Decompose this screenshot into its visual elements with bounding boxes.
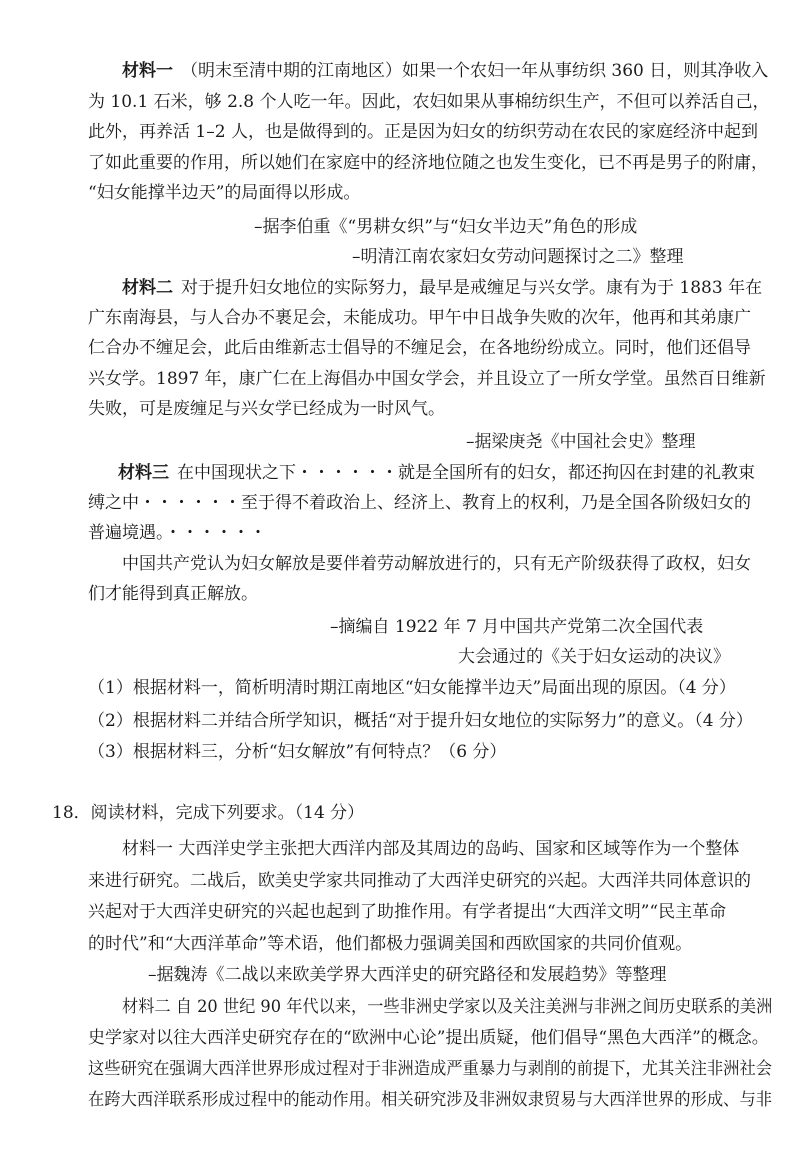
material-three-source: 大会通过的《关于妇女运动的决议》: [458, 647, 730, 667]
material-three-text: 们才能得到真正解放。: [88, 584, 258, 604]
question-item: （1）根据材料一，简析明清时期江南地区“妇女能撑半边天”局面出现的原因。（4 分）: [88, 678, 736, 698]
material-one-text: 此外，再养活 1–2 人，也是做得到的。正是因为妇女的纺织劳动在农民的家庭经济中起到: [88, 122, 758, 142]
material-two-text: 对于提升妇女地位的实际努力，最早是戒缠足与兴女学。康有为于 1883 年在: [181, 278, 763, 298]
q18-material-one-text: 兴起对于大西洋史研究的兴起也起到了助推作用。有学者提出“大西洋文明”“民主革命: [88, 902, 727, 922]
q18-material-two-text: 材料二 自 20 世纪 90 年代以来，一些非洲史学家以及关注美洲与非洲之间历史联系的美洲: [122, 997, 773, 1017]
material-three-text: 缚之中・・・・・・至于得不着政治上、经济上、教育上的权利，乃是全国各阶级妇女的: [88, 493, 751, 513]
material-two-text: 兴女学。1897 年，康广仁在上海倡办中国女学会，并且设立了一所女学堂。虽然百日维新: [88, 369, 766, 389]
q18-material-two-text: 史学家对以往大西洋史研究存在的“欧洲中心论”提出质疑，他们倡导“黑色大西洋”的概念。: [88, 1028, 769, 1048]
material-one-text: 了如此重要的作用，所以她们在家庭中的经济地位随之也发生变化，已不再是男子的附庸，: [88, 153, 768, 173]
material-one-source: –据李伯重《“男耕女织”与“妇女半边天”角色的形成: [254, 217, 638, 237]
material-two-source: –据梁庚尧《中国社会史》整理: [466, 432, 696, 452]
q18-material-two-text: 在跨大西洋联系形成过程中的能动作用。相关研究涉及非洲奴隶贸易与大西洋世界的形成、与非: [88, 1090, 773, 1110]
material-two-first-line: [122, 276, 762, 300]
question-item: （2）根据材料二并结合所学知识，概括“对于提升妇女地位的实际努力”的意义。（4 分）: [88, 711, 753, 731]
material-three-source: –摘编自 1922 年 7 月中国共产党第二次全国代表: [330, 617, 704, 637]
q18-material-one-text: 材料一 大西洋史学主张把大西洋内部及其周边的岛屿、国家和区域等作为一个整体: [122, 839, 740, 859]
material-three-first-line: [118, 461, 755, 485]
material-two-text: 仁合办不缠足会，此后由维新志士倡导的不缠足会，在各地纷纷成立。同时，他们还倡导: [88, 338, 751, 358]
material-one-text: （明末至清中期的江南地区）如果一个农妇一年从事纺织 360 日，则其净收入: [181, 61, 769, 81]
material-one-text: 为 10.1 石米，够 2.8 个人吃一年。因此，农妇如果从事棉纺织生产，不但可以养活自己，: [88, 92, 770, 112]
q18-material-one-source: –据魏涛《二战以来欧美学界大西洋史的研究路径和发展趋势》等整理: [148, 965, 667, 985]
question-18-title: 18．阅读材料，完成下列要求。（14 分）: [52, 803, 365, 823]
material-three-text: 中国共产党认为妇女解放是要伴着劳动解放进行的，只有无产阶级获得了政权，妇女: [122, 554, 751, 574]
question-item: （3）根据材料三，分析“妇女解放”有何特点？（6 分）: [88, 742, 507, 762]
material-one-label: 材料一: [122, 61, 173, 81]
material-one-source: –明清江南农家妇女劳动问题探讨之二》整理: [352, 247, 684, 267]
material-three-label: 材料三: [118, 463, 169, 483]
q18-material-one-text: 来进行研究。二战后，欧美史学家共同推动了大西洋史研究的兴起。大西洋共同体意识的: [88, 871, 751, 891]
material-two-label: 材料二: [122, 278, 173, 298]
q18-material-one-text: 的时代”和“大西洋革命”等术语，他们都极力强调美国和西欧国家的共同价值观。: [88, 934, 693, 954]
material-two-text: 失败，可是废缠足与兴女学已经成为一时风气。: [88, 399, 445, 419]
material-one-first-line: [122, 59, 768, 83]
material-two-text: 广东南海县，与人合办不裹足会，未能成功。甲午中日战争失败的次年，他再和其弟康广: [88, 308, 751, 328]
material-three-text: 在中国现状之下・・・・・・就是全国所有的妇女，都还拘囚在封建的礼教束: [177, 463, 755, 483]
material-three-text: 普遍境遇。・・・・・・: [88, 523, 267, 543]
material-one-text: “妇女能撑半边天”的局面得以形成。: [88, 183, 361, 203]
q18-material-two-text: 这些研究在强调大西洋世界形成过程对于非洲造成严重暴力与剥削的前提下，尤其关注非洲社会: [88, 1059, 773, 1079]
